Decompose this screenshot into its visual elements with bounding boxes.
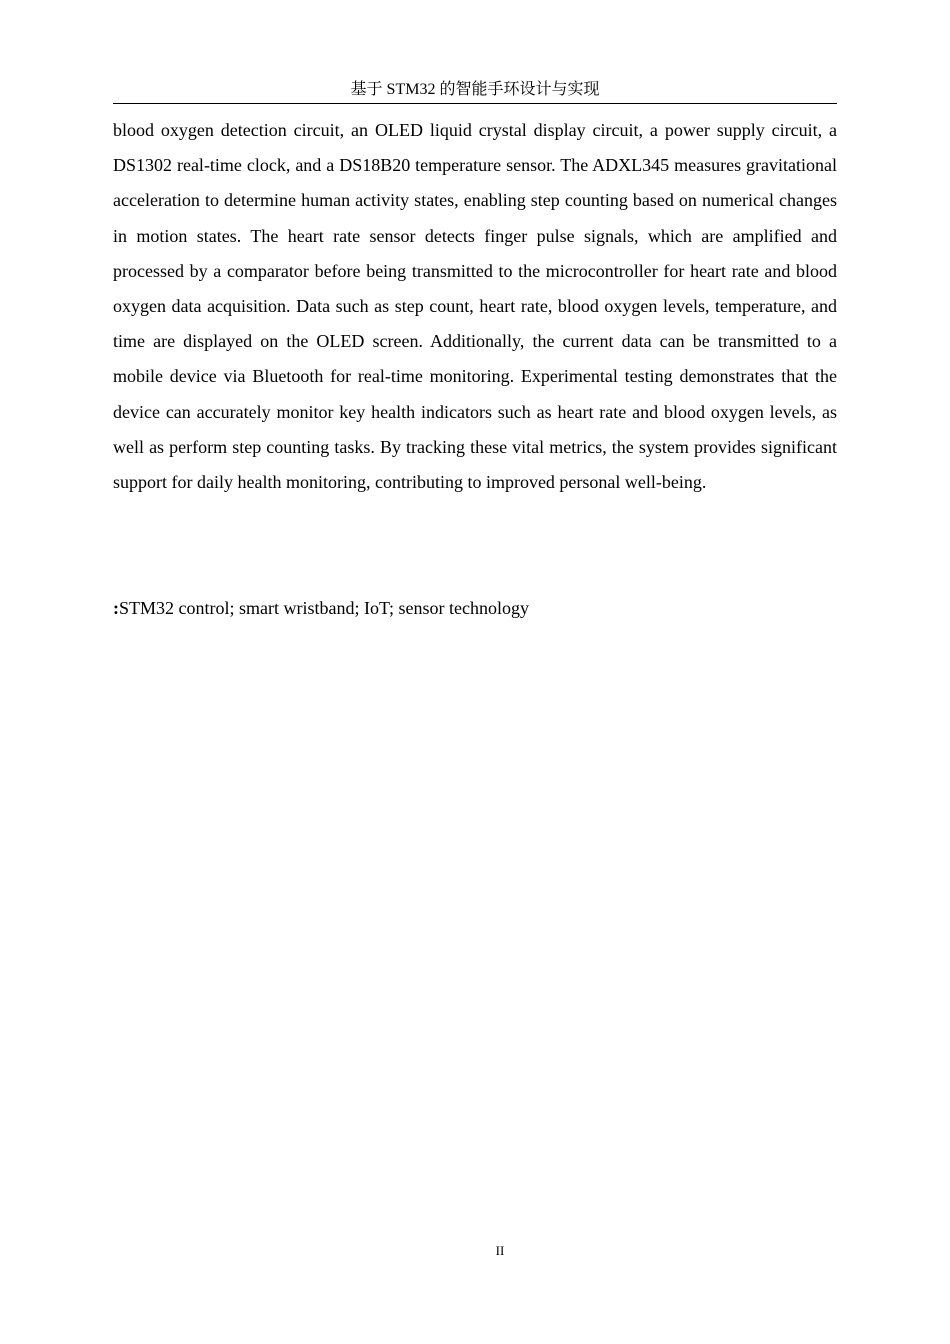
header-title: 基于 STM32 的智能手环设计与实现 bbox=[350, 81, 600, 98]
abstract-paragraph: blood oxygen detection circuit, an OLED liquid crystal display circuit, a power supply circuit, a DS1302 real-time clock, and a DS18B20 temperature sensor. The ADXL345 measures gravitational acceleration to determine human activity states, enabling step counting based on numerical changes in motion states. The heart rate sensor detects finger pulse signals, which are amplified and processed by a comparator before being transmitted to the microcontroller for heart rate and blood oxygen data acquisition. Data such as step count, heart rate, blood oxygen levels, temperature, and time are displayed on the OLED screen. Additionally, the current data can be transmitted to a mobile device via Bluetooth for real-time monitoring. Experimental testing demonstrates that the device can accurately monitor key health indicators such as heart rate and blood oxygen levels, as well as perform step counting tasks. By tracking these vital metrics, the system provides significant support for daily health monitoring, contributing to improved personal well-being. bbox=[113, 120, 837, 493]
keywords-label: : bbox=[113, 598, 119, 618]
keywords-text: STM32 control; smart wristband; IoT; sensor technology bbox=[119, 598, 529, 618]
page-number: II bbox=[495, 1243, 505, 1258]
page-header bbox=[113, 78, 837, 104]
keywords-line bbox=[113, 592, 837, 624]
